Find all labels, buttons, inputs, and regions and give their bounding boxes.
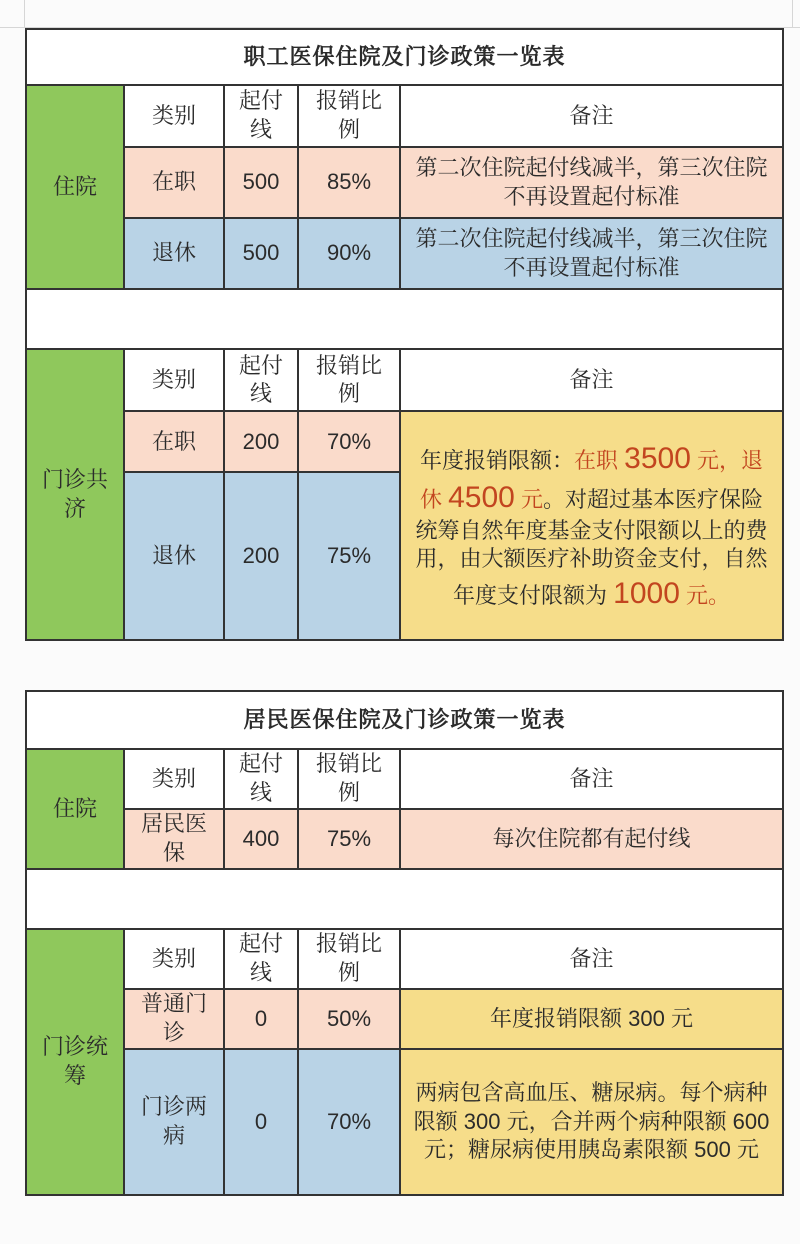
header-category: 类别 — [124, 929, 224, 989]
header-remark: 备注 — [400, 85, 783, 147]
remark-merged-cell — [400, 411, 783, 640]
header-remark: 备注 — [400, 349, 783, 411]
table-row — [26, 147, 783, 218]
remark-cell: 第二次住院起付线减半，第三次住院不再设置起付标准 — [400, 147, 783, 218]
header-rate: 报销比例 — [298, 749, 400, 809]
header-remark: 备注 — [400, 749, 783, 809]
spacer-row — [26, 869, 783, 929]
employee-insurance-table — [25, 28, 782, 641]
section-label-hospital: 住院 — [26, 749, 124, 869]
rate-cell: 70% — [298, 411, 400, 472]
header-rate: 报销比例 — [298, 85, 400, 147]
category-cell: 普通门诊 — [124, 989, 224, 1049]
remark-cell: 第二次住院起付线减半，第三次住院不再设置起付标准 — [400, 218, 783, 289]
resident-table-title: 居民医保住院及门诊政策一览表 — [26, 691, 783, 749]
table-row — [26, 411, 783, 472]
remark-text-segment: 元 — [514, 486, 543, 512]
section-label-outpatient: 门诊统筹 — [26, 929, 124, 1195]
table-header-row — [26, 349, 783, 411]
spacer-row — [26, 289, 783, 349]
header-deductible: 起付线 — [224, 749, 298, 809]
remark-cell: 两病包含高血压、糖尿病。每个病种限额 300 元，合并两个病种限额 600 元；糖尿病使用胰岛素限额 500 元 — [400, 1049, 783, 1195]
rate-cell: 85% — [298, 147, 400, 218]
category-cell: 门诊两病 — [124, 1049, 224, 1195]
table-row — [26, 809, 783, 869]
header-rate: 报销比例 — [298, 929, 400, 989]
rate-cell: 70% — [298, 1049, 400, 1195]
header-deductible: 起付线 — [224, 929, 298, 989]
remark-text-segment: 。对超过基本医疗保险统筹自然年度基金支付限额以上的费用，由大额医疗补助资金支付，自然年度支付限额为 — [415, 486, 768, 608]
header-remark: 备注 — [400, 929, 783, 989]
header-deductible: 起付线 — [224, 349, 298, 411]
deductible-cell: 0 — [224, 1049, 298, 1195]
table-header-row — [26, 929, 783, 989]
remark-text-segment: 4500 — [448, 480, 515, 514]
header-deductible: 起付线 — [224, 85, 298, 147]
header-category: 类别 — [124, 85, 224, 147]
table-row — [26, 989, 783, 1049]
header-rate: 报销比例 — [298, 349, 400, 411]
remark-cell: 年度报销限额 300 元 — [400, 989, 783, 1049]
deductible-cell: 0 — [224, 989, 298, 1049]
rate-cell: 75% — [298, 809, 400, 869]
category-cell: 退休 — [124, 218, 224, 289]
resident-insurance-table — [25, 690, 782, 1196]
remark-text-segment: 年度报销限额： — [420, 447, 575, 473]
remark-text-segment: 元，退休 — [420, 447, 764, 512]
spreadsheet-gridline-vertical-left — [24, 0, 25, 27]
deductible-cell: 500 — [224, 218, 298, 289]
spreadsheet-gridline-vertical-right — [792, 0, 793, 27]
table-row — [26, 218, 783, 289]
header-category: 类别 — [124, 349, 224, 411]
table-row — [26, 1049, 783, 1195]
spacer-cell — [26, 869, 783, 929]
spacer-cell — [26, 289, 783, 349]
category-cell: 退休 — [124, 472, 224, 640]
rate-cell: 75% — [298, 472, 400, 640]
remark-text-segment: 在职 — [574, 447, 625, 473]
deductible-cell: 500 — [224, 147, 298, 218]
rate-cell: 50% — [298, 989, 400, 1049]
table-header-row — [26, 85, 783, 147]
deductible-cell: 200 — [224, 411, 298, 472]
section-label-outpatient: 门诊共济 — [26, 349, 124, 640]
category-cell: 在职 — [124, 147, 224, 218]
category-cell: 居民医保 — [124, 809, 224, 869]
section-label-hospital: 住院 — [26, 85, 124, 289]
deductible-cell: 400 — [224, 809, 298, 869]
remark-text-segment: 3500 — [624, 441, 691, 475]
rate-cell: 90% — [298, 218, 400, 289]
employee-table-title: 职工医保住院及门诊政策一览表 — [26, 29, 783, 85]
deductible-cell: 200 — [224, 472, 298, 640]
remark-text-segment: 1000 — [613, 576, 680, 610]
remark-cell: 每次住院都有起付线 — [400, 809, 783, 869]
remark-text-segment: 元。 — [679, 582, 731, 608]
header-category: 类别 — [124, 749, 224, 809]
category-cell: 在职 — [124, 411, 224, 472]
table-header-row — [26, 749, 783, 809]
